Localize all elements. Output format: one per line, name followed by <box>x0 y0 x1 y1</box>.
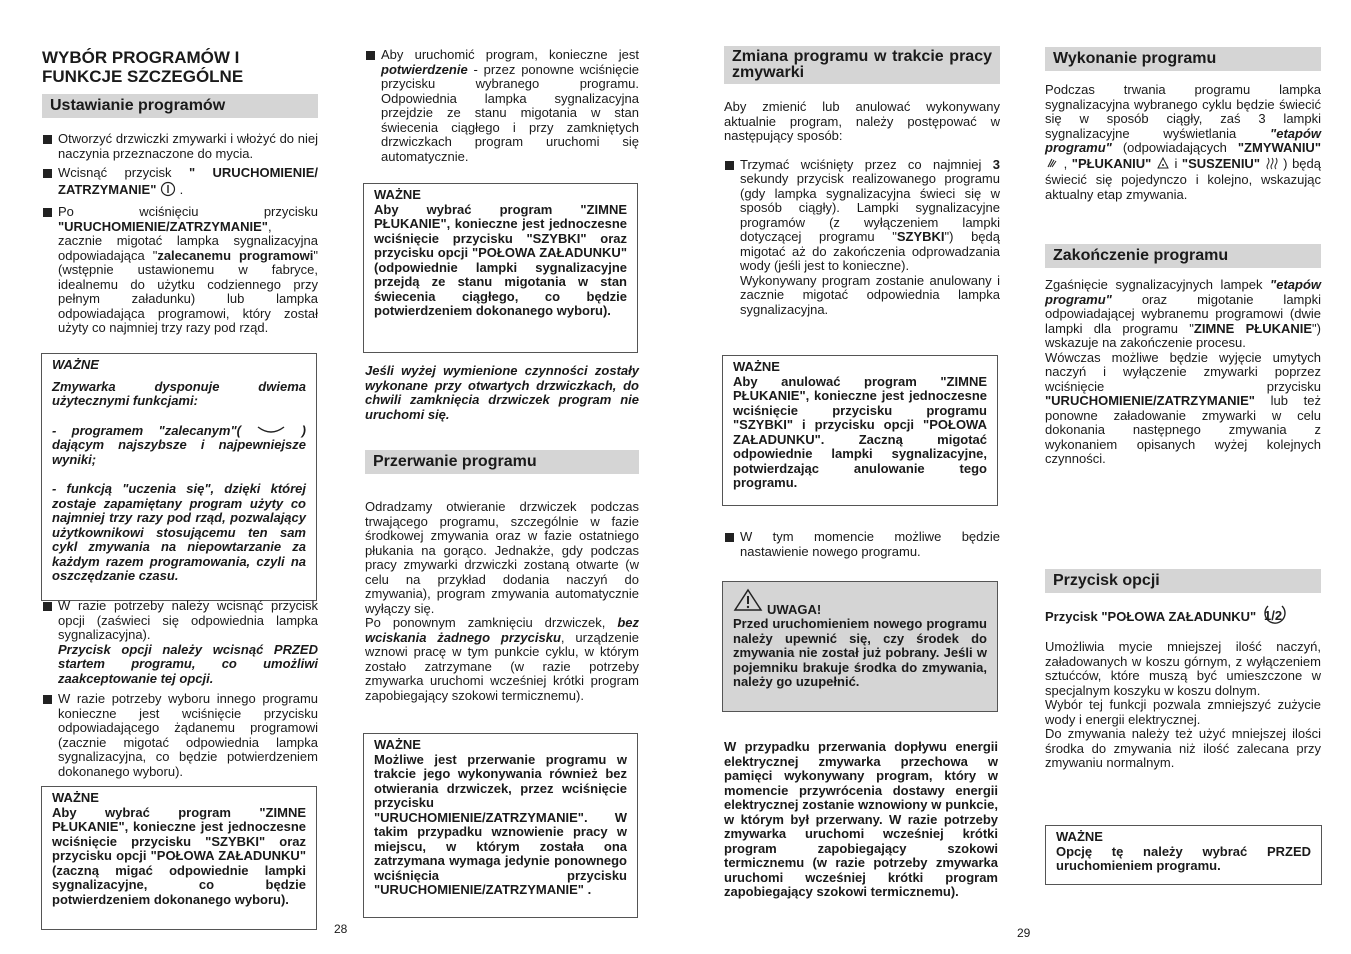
half-load-icon <box>1258 603 1292 630</box>
bullet-after-press: Po wciśnięciu przycisku "URUCHOMIENIE/ZATRZYMANIE", zacznie migotać lampka sygnalizacyjna odpowiadająca "zalecanemu programowi" (wstępnie ustawionemu w fabryce, idealnemu do użytku codziennego przy pełnym załadunku) lub lampka odpowiadająca programowi, który został użyty co najmniej trzy razy pod rząd. <box>42 205 318 336</box>
section-heading-interrupt: Przerwanie programu <box>365 450 639 474</box>
end-paragraph: Zgaśnięcie sygnalizacyjnych lampek "etapów programu" oraz migotanie lampki odpowiadającej wybranemu programowi (dwie lampki dla programu "ZIMNE PŁUKANIE") wskazuje na zakończenie procesu. Wówczas możliwe będzie wyjęcie umytych naczyń i wyłączenie zmywarki poprzez wciśnięcie przycisku "URUCHOMIENIE/ZATRZYMANIE" lub też ponowne załadowanie zmywarki w celu dokonania następnego zmywania z wykonaniem opisanych wyżej kolejnych czynności. <box>1045 277 1321 466</box>
option-paragraph-1: Umożliwia mycie mniejszej ilość naczyń, załadowanych w koszu górnym, z wyłączeniem sztućców, które muszą być umieszczone w specjalnym koszyku w koszu dolnym. <box>1045 639 1321 698</box>
important-box-functions: WAŻNE Zmywarka dysponuje dwiema użytecznymi funkcjami: - programem "zalecanym"( ) dającym najszybsze i najpewniejsze wyniki; - funkcją "uczenia się", dzięki której zostaje zapamiętany program użyty co najmniej trzy razy pod rząd, pozwalający użytkownikowi stosującemu ten sam cykl zmywania na niepowtarzanie za każdym razem programowania, czyli na oszczędzanie czasu. <box>41 353 317 601</box>
warning-triangle-icon <box>733 588 763 617</box>
change-intro: Aby zmienić lub anulować wykonywany aktualnie program, należy postępować w następujący sposób: <box>724 99 1000 143</box>
execution-paragraph: Podczas trwania programu lampka sygnalizacyjna wybranego cyklu będzie świecić się w sposób ciągły, zaś 3 lampki sygnalizacyjne wyświetlania "etapów programu" (odpowiadających "ZMYWANIU" , "PŁUKANIU" i "SUSZENIU" ) będą świecić się pojedynczo i kolejno, wskazując aktualny etap zmywania. <box>1045 82 1321 202</box>
column-right1 <box>724 46 1000 317</box>
important-box-cold-rinse-2: WAŻNE Aby wybrać program "ZIMNE PŁUKANIE", konieczne jest jednoczesne wciśnięcie przycisku "SZYBKI" oraz przycisku opcji "POŁOWA ZAŁADUNKU" (odpowiednie lampki sygnalizacyjne przejdą ze stanu migotania w stan świecenia ciągłego, co będzie potwierdzeniem dokonanego wyboru). <box>363 183 638 353</box>
important-box-interrupt: WAŻNE Możliwe jest przerwanie programu w trakcie jego wykonywania również bez otwierania drzwiczek, przez wciśnięcie przycisku "URUCHOMIENIE/ZATRZYMANIE". W takim przypadku wznowienie pracy w miejscu, w którym została ona zatrzymana wymaga jedynie ponownego wciśnięcia przycisku "URUCHOMIENIE/ZATRZYMANIE" . <box>363 733 638 918</box>
rinse-icon <box>1156 156 1170 174</box>
important-box-cold-rinse-1: WAŻNE Aby wybrać program "ZIMNE PŁUKANIE", konieczne jest jednoczesne wciśnięcie przycisku "SZYBKI" oraz przycisku opcji "POŁOWA ZAŁADUNKU" (zaczną migać odpowiednie lampki sygnalizacyjne, co będzie potwierdzeniem dokonanego wyboru). <box>41 786 317 930</box>
section-heading-end: Zakończenie programu <box>1045 244 1321 268</box>
power-outage-paragraph: W przypadku przerwania dopływu energii elektrycznej zmywarka przechowa w pamięci wykonywany program, który w momencie przywrócenia dostawy energii elektrycznej zostanie wznowiony w punkcie, w którym był przerwany. W razie potrzeby zmywarka uruchomi wcześniej krótki program zapobiegający szokowi termicznemu (w razie potrzeby zmywarka uruchomi wcześniej krótki program zapobiegający szokowi termicznemu). <box>724 739 998 899</box>
column-left <box>42 48 318 336</box>
bullet-open-door: Otworzyć drzwiczki zmywarki i włożyć do niej naczynia przeznaczone do mycia. <box>42 132 318 161</box>
note-door-open: Jeśli wyżej wymienione czynności zostały wykonane przy otwartych drzwiczkach, do chwili zamknięcia drzwiczek program nie uruchomi się. <box>365 363 639 422</box>
interrupt-paragraph-2: Po ponownym zamknięciu drzwiczek, bez wciskania żadnego przycisku, urządzenie wznowi pracę w tym punkcie cyklu, w którym zostało zatrzymane (w razie potrzeby zmywarka uruchomi wcześniej krótki program zapobiegający szokowi termicznemu). <box>365 615 639 703</box>
bullet-other-program: W razie potrzeby wyboru innego programu konieczne jest wciśnięcie przycisku odpowiadającego żądanemu programowi (zacznie migotać odpowiednia lampka sygnalizacyjna, co będzie potwierdzeniem dokonanego wyboru). <box>42 692 318 779</box>
power-icon <box>160 181 176 201</box>
dry-icon <box>1265 156 1279 174</box>
important-box-option: WAŻNE Opcję tę należy wybrać PRZED uruchomieniem programu. <box>1045 825 1322 885</box>
svg-text:1/2: 1/2 <box>1264 608 1283 623</box>
bullet-hold-button: Trzymać wciśnięty przez co najmniej 3 sekundy przycisk realizowanego programu (gdy lampka sygnalizacyjna świeci się w sposób ciągły). Lampki sygnalizacyjne programów (z wyłączeniem lampki dotyczącej programu "SZYBKI") będą migotać aż do zakończenia odprowadzania wody (jeśli jest to konieczne). Wykonywany program zostanie anulowany i zacznie migotać odpowiednia lampka sygnalizacyjna. <box>724 158 1000 318</box>
wash-icon <box>1045 156 1059 174</box>
option-paragraph-2: Wybór tej funkcji pozwala zmniejszyć zużycie wody i energii elektrycznej. <box>1045 697 1321 727</box>
section-heading-option: Przycisk opcji <box>1045 569 1321 593</box>
recommended-program-icon <box>256 424 286 439</box>
important-box-cancel: WAŻNE Aby anulować program "ZIMNE PŁUKANIE", konieczne jest jednoczesne wciśnięcie przycisku programu "SZYBKI" i przycisku opcji "POŁOWA ZAŁADUNKU". Zaczną migotać odpowiednie lampki sygnalizacyjne, potwierdzając anulowanie tego programu. <box>722 355 998 506</box>
bullet-new-program: W tym momencie możliwe będzie nastawienie nowego programu. <box>724 530 1000 559</box>
bullet-press-start: Wcisnąć przycisk " URUCHOMIENIE/ ZATRZYMANIE" . <box>42 166 318 200</box>
section-heading-change: Zmiana programu w trakcie pracy zmywarki <box>724 46 1000 84</box>
column-mid <box>365 48 639 164</box>
section-heading-set-programs: Ustawianie programów <box>42 94 318 118</box>
option-paragraph-3: Do zmywania należy też użyć mniejszej ilości środka do zmywania niż ilość zalecana przy zmywaniu normalnym. <box>1045 726 1321 770</box>
page-number-left: 28 <box>334 922 348 936</box>
column-right2 <box>1045 47 1321 467</box>
half-load-button-label: Przycisk "POŁOWA ZAŁADUNKU" 1/2 <box>1045 603 1321 630</box>
page-title: WYBÓR PROGRAMÓW I FUNKCJE SZCZEGÓLNE <box>42 48 244 86</box>
warning-box: UWAGA! Przed uruchomieniem nowego programu należy upewnić się, czy środek do zmywania nie został już pobrany. Jeśli w pojemniku brakuje środka do zmywania, należy go uzupełnić. <box>722 581 998 712</box>
interrupt-paragraph-1: Odradzamy otwieranie drzwiczek podczas trwającego programu, szczególnie w fazie środkowej zmywania oraz w fazie ostatniego płukania na gorąco. Jednakże, gdy podczas pracy zmywarki drzwiczki zostaną otwarte (w celu na przykład dodania naczyń do zmywania), program zmywania automatycznie wyłączy się. <box>365 499 639 616</box>
page-number-right: 29 <box>1017 926 1031 940</box>
section-heading-execution: Wykonanie programu <box>1045 47 1321 71</box>
bullet-option-button: W razie potrzeby należy wcisnąć przycisk opcji (zaświeci się odpowiednia lampka sygnalizacyjna). Przycisk opcji należy wcisnąć PRZED startem programu, co umożliwi zaakceptowanie tej opcji. <box>42 599 318 686</box>
bullet-start-program: Aby uruchomić program, konieczne jest potwierdzenie - przez ponowne wciśnięcie przycisku wybranego programu. Odpowiednia lampka sygnalizacyjna przejdzie ze stanu migotania w stan świecenia ciągłego i przy zamkniętych drzwiczkach program uruchomi się automatycznie. <box>365 48 639 164</box>
